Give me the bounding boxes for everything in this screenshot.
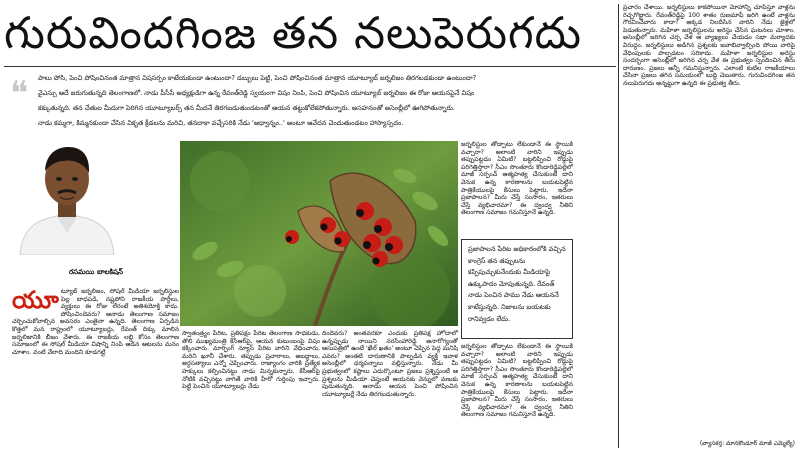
gurivinda-seeds-illustration xyxy=(180,141,458,326)
rosary-pea-image xyxy=(180,141,458,326)
article-column-5 xyxy=(623,4,795,436)
column-4-text: జర్నలిస్టుల తోడ్పాటు లేకుండానే ఈ స్థాయికి వచ్చారా? అలాంటి వారిని ఇప్పుడు తప్పుపట్టడం ఏమిటి? బట్టలిప్పించి రోడ్డుపై పరిగెత్తిస్తారా? సీఎం సొంతూరు కొండారెడ్డిపల్లెలో మాజీ సర్పంచ్ ఆత్మహత్య చేసుకుంటే దాని వెనుక ఉన్న కారణాలను బయటపెట్టిన పాత్రికేయులపై కేసులు పెట్టారు. ఇదేనా ప్రజాపాలన? మీరు చేస్తే సంసారం, ఇతరులు చేస్తే వ్యభిచారమా? ఈ ద్వంద్వ నీతిని తెలంగాణ సమాజం గమనిస్తూనే ఉన్నది. xyxy=(461,141,573,217)
article-intro xyxy=(38,71,616,147)
author-portrait-icon xyxy=(12,135,122,255)
article-column-4-bottom xyxy=(461,343,573,447)
author-photo xyxy=(12,135,122,255)
column-1-text: ట్యూబ్ జర్నలిజం, సోషల్ మీడియా జర్నలిస్టుల పెల్ల బాధపడి, నష్టపోని రాజకీయ పార్టీలు, వ్యక్తులు ఈ రోజు లేరంటే అతిశయోక్తి కాదు. పోషించిందెవరు? ఆనాడు తెలంగాణ సమాజం చర్చించుకోవాల్సిన అవసరం ఎంతైనా ఉన్నది. తెలంగాణ ఏర్పడిన కొత్తలో మన రాష్ట్రంలో యూట్యూబర్లు, రేవంత్ దిక్కు మాలిన జర్నలిజానికి బీజం వేశారు. ఈ రాజకీయ లబ్ధి కోసం తెలంగాణ సమాజంలో ఈ సోషల్ మీడియా విషాన్ని నింపి ఆడిన ఆటలను మనం చూశాం. వంటి వేలాది మందిని కూడగట్టి xyxy=(12,288,179,356)
intro-line: నాడు కమ్మగా, కిమ్మనకుండా చేసిన వికృత క్రీడలను మరిచి, తనదాకా వచ్చేసరికి నేడు 'అధ్వాన్నం..' అంటూ ఆవేదన చెందుతుండటం హాస్యాస్పదం. xyxy=(38,119,404,127)
intro-line: కక్కుతున్నది. తన చేతుల మీదుగా పెరిగిన యూట్యూబర్స్ తన మీదనే తిరగబడుతుండటంతో ఆయన తట్టుకోలేకపోతున్నారు. అసహనంతో అసెంబ్లీలో ఊగిపోతున్నారు. xyxy=(38,104,455,112)
author-byline: రసమయి బాలకిషన్ xyxy=(69,268,123,276)
intro-line: వైఎస్సు ఆదే జరుగుతున్నది తెలంగాణలో. నాడు పీసీసీ అధ్యక్షుడిగా ఉన్న రేవంత్‌రెడ్డి స్వయంగా విషం నింపి, పెంచి పోషించిన యూట్యూబ్ జర్నలిజం ఈ రోజు ఆయనపైనే విషం xyxy=(38,89,475,97)
article-column-4-top xyxy=(461,141,573,237)
column-4-continued: జర్నలిస్టుల తోడ్పాటు లేకుండానే ఈ స్థాయికి వచ్చారా? అలాంటి వారిని ఇప్పుడు తప్పుపట్టడం ఏమిటి? బట్టలిప్పించి రోడ్డుపై పరిగెత్తిస్తారా? సీఎం సొంతూరు కొండారెడ్డిపల్లెలో మాజీ సర్పంచ్ ఆత్మహత్య చేసుకుంటే దాని వెనుక ఉన్న కారణాలను బయటపెట్టిన పాత్రికేయులపై కేసులు పెట్టారు. ఇదేనా ప్రజాపాలన? మీరు చేస్తే సంసారం, ఇతరులు చేస్తే వ్యభిచారమా? ఈ ద్వంద్వ నీతిని తెలంగాణ సమాజం గమనిస్తూనే ఉన్నది. xyxy=(461,343,573,419)
pull-quote-box: ప్రజాపాలన పేరిట అధికారంలోకి వచ్చిన కాంగ్రెస్ తన తప్పులను కప్పిపుచ్చుకునేందుకు మీడియాపై ఉక్కుపాదం మోపుతున్నది. రేవంత్ నాడు పెంచిన పాము నేడు ఆయననే కాటేస్తున్నది. నిజాలను బయటకు రానివ్వడం లేదు. xyxy=(461,239,573,339)
drop-cap: యూ xyxy=(12,288,59,314)
article-column-1 xyxy=(12,288,179,438)
quote-mark-icon: ❝ xyxy=(10,74,29,114)
headline-divider xyxy=(4,66,616,67)
column-5-text: ప్రచారం చేశాయి. జర్నలిస్టులు కాకపోయినా మోహాన్ని చూపిస్తూ వాళ్లను రెచ్చగొట్టారు. రేవంత్‌రెడ్డిపై 100 శాతం రుణమాఫీ జరిగి ఉంటే వాళ్లను గౌరవించేవారు కాదా? అక్కడ నిలదీసిన వారిని నేడు జైళ్లలో పెడుతున్నారు. మహిళా జర్నలిస్టులను అరెస్టు చేసిన ఘటనలు చూశాం. అసెంబ్లీలో జరిగిన చర్చ వేళ ఆ వ్యాఖ్యలు చేయడం సభా మర్యాదకు విరుద్ధం. జర్నలిస్టులు అడిగిన ప్రశ్నలకు జవాబివ్వాల్సింది పోయి వారిపై వేధింపులకు పాల్పడటం సరికాదు. మహిళా జర్నలిస్టుల అరెస్టు సందర్భంగా అసెంబ్లీలో జరిగిన చర్చ వేళ ఈ ప్రభుత్వం స్పందించిన తీరు దారుణం. ప్రజలు అన్నీ గమనిస్తున్నారు. ఎలాంటి కుటిల రాజకీయాలు చేసినా ప్రజలు తగిన సమయంలో బుద్ధి చెబుతారు. గురువిందగింజ తన నలుపెరుగదు అన్నట్టుగా ఉన్నది ఈ ప్రభుత్వ తీరు. xyxy=(623,4,795,87)
column-divider xyxy=(618,4,619,448)
column-2-text: స్వాతంత్ర్యం పేరిట, ప్రతిపక్షం పేరిట తెలంగాణ సాధకుడు, తొలి ముఖ్యమంత్రి కేసీఆర్‌పై, ఆయన కుటుంబంపై విషం కక్కించారు. మార్ఫింగ్ న్యూస్ పేరిట వారిని వేధించారు, మరిని ఖూనీ చేశారు. తప్పుడు ప్రచారాలు, అబద్ధాలు, అర్ధసత్యాలు ఎన్నో చెప్పించారు. రాజ్యాంగం వారికి ప్రత్యేక హక్కులు కల్పించినట్టు నాడు మిన్నకున్నారు. కేసీఆర్‌పై నోటికి వచ్చినట్టు వాగితే వారికి హీరో గుర్తింపు ఇచ్చారు. పెట్టి పెంచిన యూట్యూబర్లు నేడు xyxy=(182,330,320,391)
column-3-text: దిందెవరు? అంతవరకూ ఎందుకు ప్రతిపక్ష హోదాలో ఉన్నప్పుడు నాయిని నరసింహారెడ్డి అనారోగ్యంతో ఆసుపత్రిలో ఉంటే 'ఖేల్ ఖతం' అంటూ చెప్పిన పెద్ద మనిషి ఎవరు? అంతటి దారుణానికి పాల్పడిన వ్యక్తి ఇవాళ అసెంబ్లీలో ధర్మపన్నాలు వల్లిస్తున్నారు. నేడు మీ ప్రభుత్వంలో కష్టాలు ఎదుర్కొంటూ ప్రజలు ప్రశ్నిస్తుంటే ఆ ప్రశ్నలను మీడియా చెప్తుంటే ఆయనకు వెన్నులో వణుకు పుడుతున్నది. ఆనాడు ఆయన పెంచి పోషించిన యూట్యూబర్లే నేడు తిరగబడుతున్నారు. xyxy=(322,330,458,398)
author-credit: (వ్యాసకర్త: మానకొండూర్ మాజీ ఎమ్మెల్యే) xyxy=(699,440,795,447)
article-column-3 xyxy=(322,330,458,446)
article-headline: గురువిందగింజ తన నలుపెరుగదు xyxy=(4,8,582,59)
article-column-2 xyxy=(182,330,320,446)
intro-line: పాలు పోసి, పెంచి పోషించినంత మాత్రాన విషసర్పం కాటేయకుండా ఉంటుందా? డబ్బులు పెట్టి, పెంచి పోషించినంత మాత్రాన యూట్యూబ్ జర్నలిజం తిరగబడకుండా ఉంటుందా? xyxy=(38,74,477,82)
